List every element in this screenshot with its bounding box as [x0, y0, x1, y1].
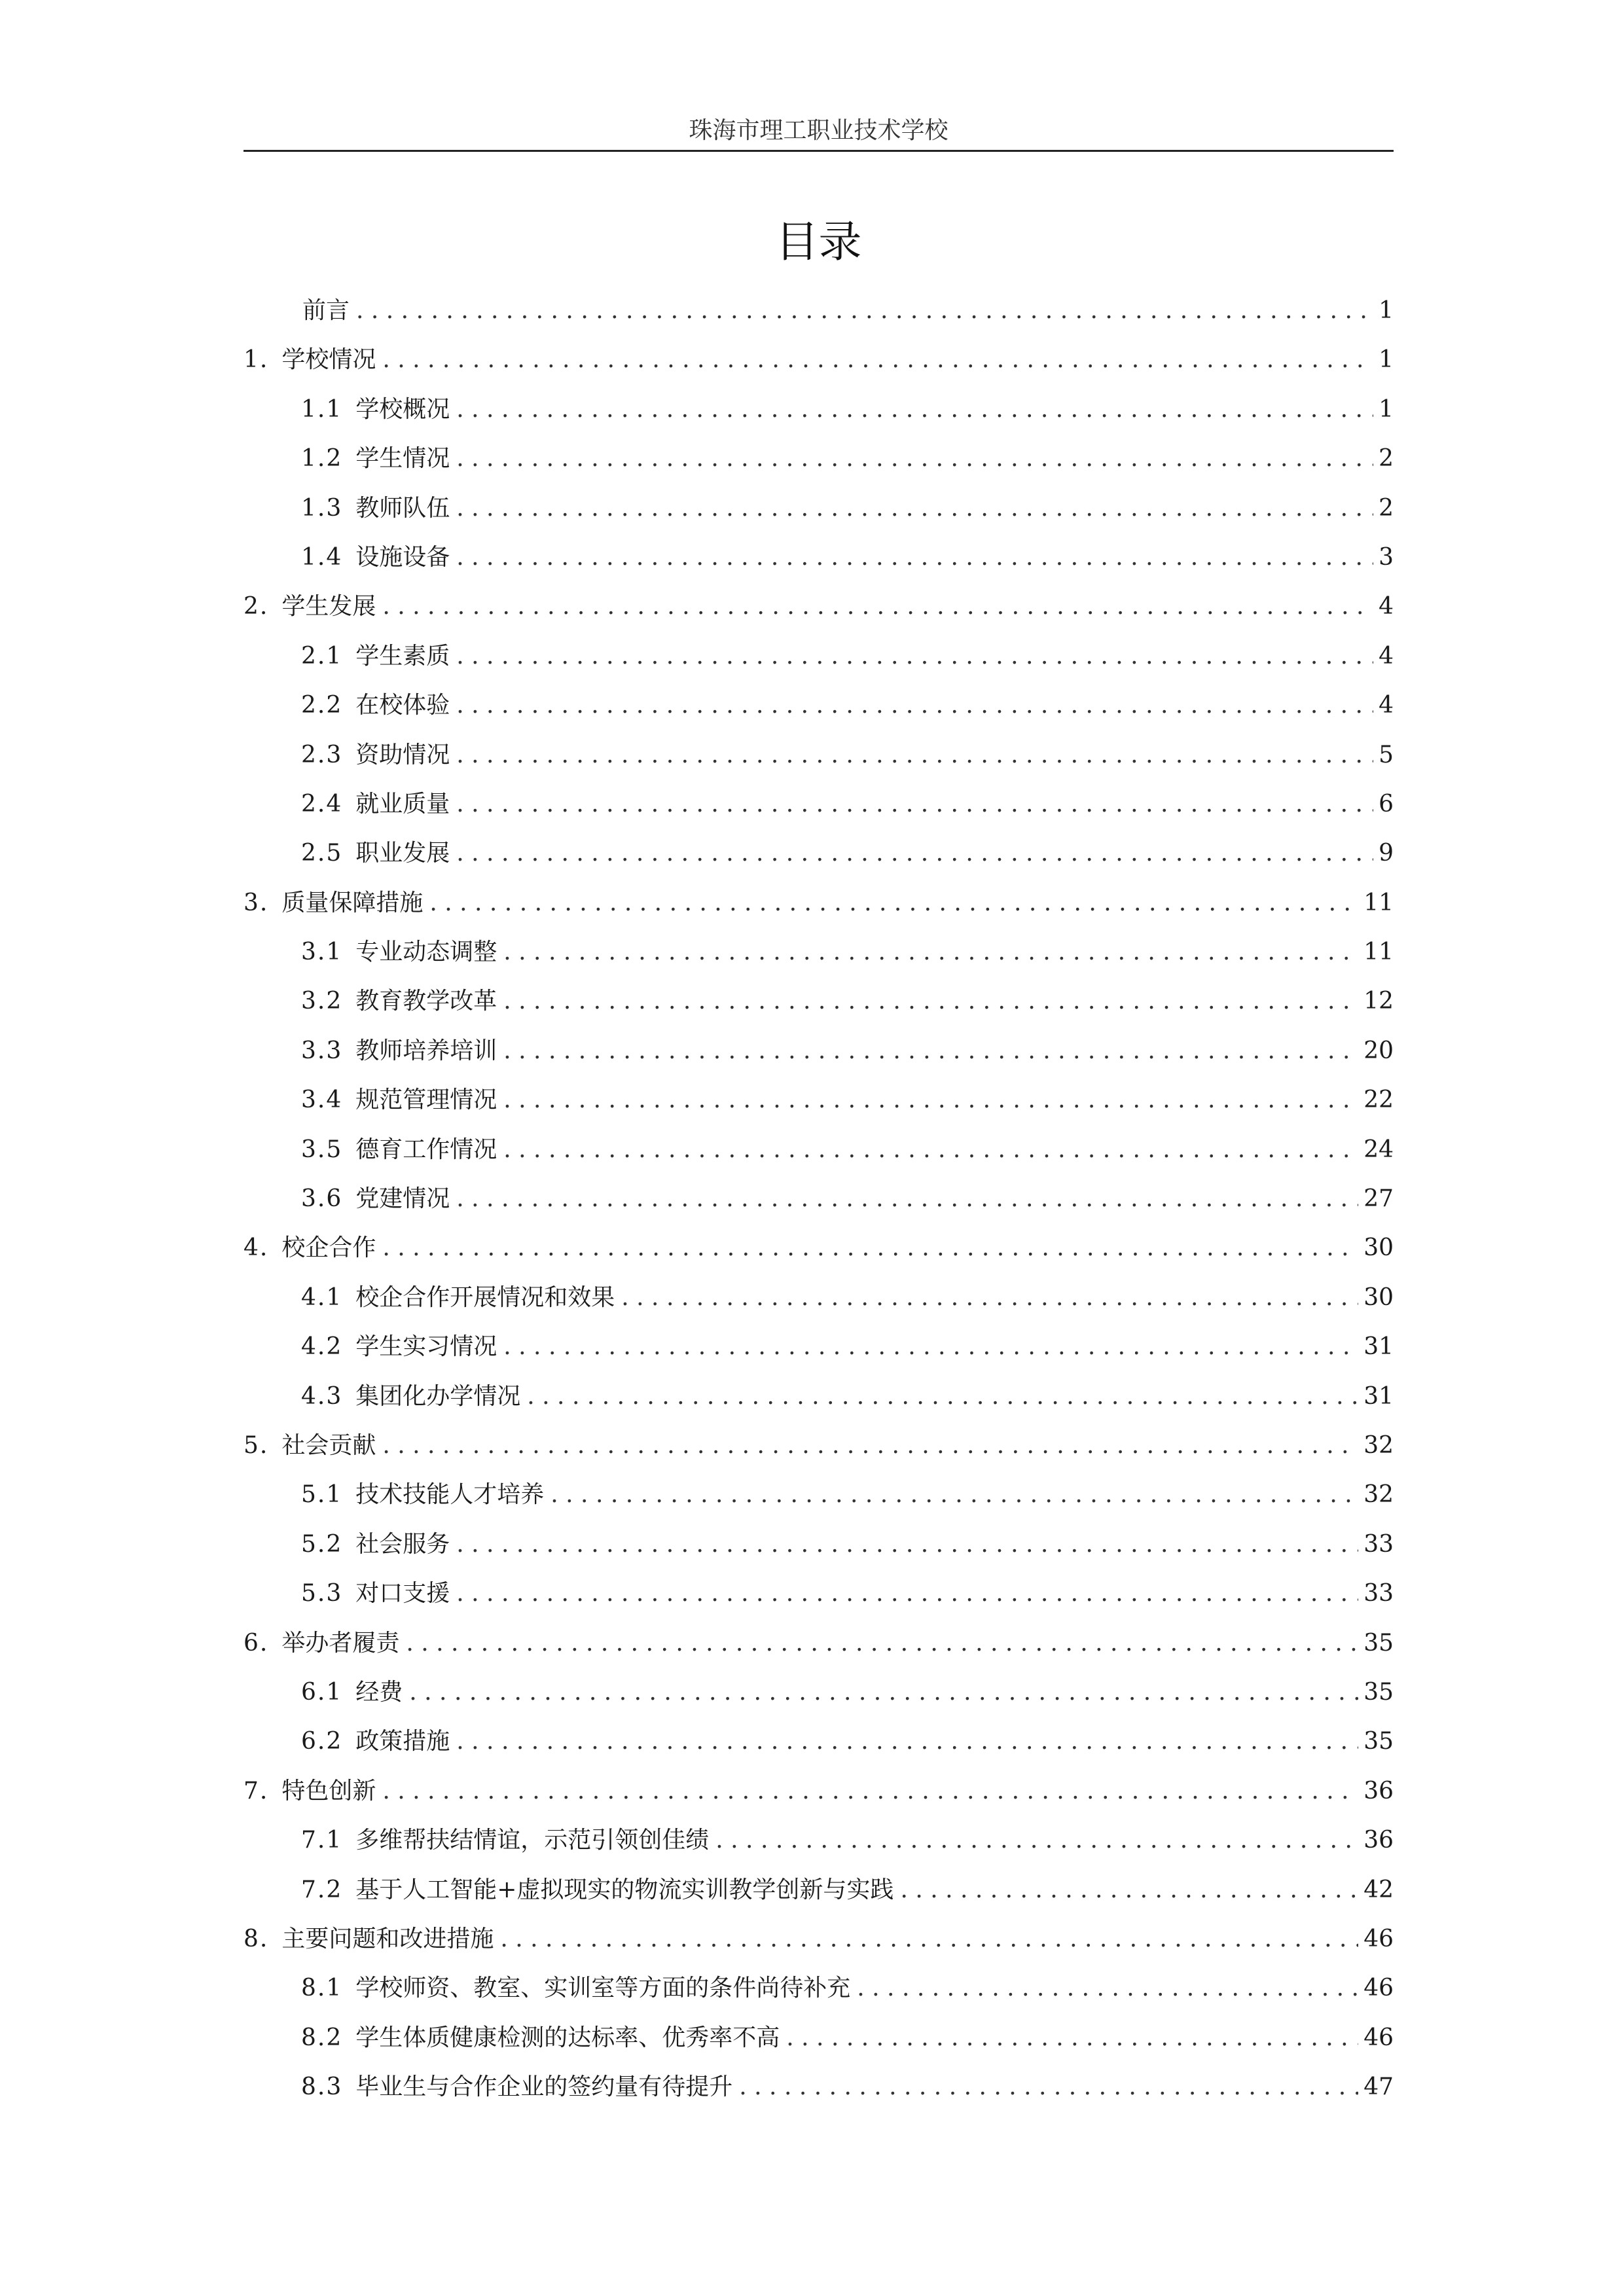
toc-entry-number: 2.5: [301, 840, 343, 867]
toc-entry[interactable]: [244, 533, 1394, 582]
toc-entry-number: 7.: [244, 1777, 269, 1804]
toc-entry-label: 学生体质健康检测的达标率、优秀率不高: [355, 2024, 780, 2051]
toc-entry-page-number: 46: [1363, 2024, 1394, 2051]
toc-entry-page-number: 4: [1379, 593, 1394, 620]
toc-entry[interactable]: [244, 1372, 1394, 1421]
toc-entry-page-number: 32: [1363, 1431, 1394, 1459]
toc-entry[interactable]: [244, 878, 1394, 927]
toc-entry-number: 7.1: [301, 1827, 343, 1854]
toc-entry-label: 设施设备: [355, 543, 450, 571]
toc-entry-label: 校企合作开展情况和效果: [355, 1283, 615, 1311]
toc-entry-number: 8.2: [301, 2024, 343, 2051]
toc-dot-leader: [503, 927, 1358, 977]
toc-dot-leader: [456, 730, 1373, 780]
toc-dot-leader: [527, 1372, 1358, 1421]
toc-entry-label: 主要问题和改进措施: [281, 1925, 494, 1952]
toc-entry[interactable]: [244, 1223, 1394, 1272]
toc-entry-number: 3.2: [301, 988, 343, 1015]
toc-entry-page-number: 11: [1363, 939, 1394, 966]
toc-entry-page-number: 20: [1363, 1037, 1394, 1064]
toc-entry-label: 经费: [355, 1678, 403, 1706]
toc-entry-page-number: 35: [1363, 1728, 1394, 1755]
toc-entry-page-number: 31: [1363, 1333, 1394, 1361]
toc-entry-page-number: 32: [1363, 1481, 1394, 1509]
toc-dot-leader: [456, 829, 1373, 878]
toc-entry-label: 规范管理情况: [355, 1086, 497, 1114]
toc-dot-leader: [456, 484, 1373, 533]
toc-entry-label: 学校概况: [355, 395, 450, 423]
toc-entry-number: 8.3: [301, 2073, 343, 2101]
toc-entry-page-number: 3: [1379, 543, 1394, 571]
toc-entry[interactable]: [244, 730, 1394, 780]
toc-dot-leader: [857, 1964, 1358, 2013]
toc-entry-number: 2.4: [301, 790, 343, 817]
toc-entry[interactable]: [244, 829, 1394, 878]
toc-entry-page-number: 5: [1379, 741, 1394, 768]
toc-entry-page-number: 9: [1379, 840, 1394, 867]
toc-entry-label: 基于人工智能+虚拟现实的物流实训教学创新与实践: [355, 1876, 894, 1903]
toc-entry[interactable]: [244, 681, 1394, 730]
toc-entry[interactable]: [244, 1125, 1394, 1174]
toc-entry-number: 1.4: [301, 543, 343, 571]
toc-entry[interactable]: [244, 1470, 1394, 1519]
header-divider: [244, 150, 1394, 152]
toc-entry[interactable]: [244, 1322, 1394, 1371]
toc-dot-leader: [409, 1668, 1358, 1717]
toc-entry-number: 1.2: [301, 445, 343, 473]
toc-entry-page-number: 11: [1363, 889, 1394, 916]
toc-entry-page-number: 47: [1363, 2073, 1394, 2101]
toc-entry-label: 多维帮扶结情谊，示范引领创佳绩: [355, 1827, 710, 1854]
toc-dot-leader: [503, 1026, 1358, 1075]
toc-dot-leader: [456, 434, 1373, 483]
toc-entry-label: 学生实习情况: [355, 1333, 497, 1361]
toc-entry[interactable]: [244, 2062, 1394, 2111]
toc-entry-label: 学生素质: [355, 642, 450, 670]
toc-entry-label: 学生发展: [281, 593, 376, 620]
toc-entry-number: 1.1: [301, 395, 343, 423]
toc-dot-leader: [550, 1470, 1358, 1519]
toc-entry-number: 6.1: [301, 1678, 343, 1706]
toc-entry[interactable]: [244, 1767, 1394, 1816]
toc-entry-page-number: 4: [1379, 642, 1394, 670]
toc-entry-page-number: 22: [1363, 1086, 1394, 1114]
toc-dot-leader: [382, 335, 1373, 384]
toc-entry-page-number: 30: [1363, 1283, 1394, 1311]
toc-dot-leader: [456, 1717, 1358, 1766]
toc-entry-label: 技术技能人才培养: [355, 1481, 545, 1509]
toc-entry[interactable]: [244, 1421, 1394, 1470]
toc-entry[interactable]: [244, 1717, 1394, 1766]
toc-entry-number: 3.5: [301, 1136, 343, 1163]
toc-entry-number: 3.1: [301, 939, 343, 966]
toc-entry[interactable]: [244, 1026, 1394, 1075]
toc-dot-leader: [356, 286, 1373, 335]
toc-dot-leader: [406, 1619, 1358, 1668]
toc-entry[interactable]: [244, 1964, 1394, 2013]
toc-dot-leader: [503, 1125, 1358, 1174]
toc-entry-label: 集团化办学情况: [355, 1382, 521, 1410]
toc-entry[interactable]: [244, 434, 1394, 483]
toc-entry-page-number: 1: [1379, 297, 1394, 324]
toc-entry[interactable]: [244, 780, 1394, 829]
toc-dot-leader: [382, 1421, 1358, 1470]
toc-dot-leader: [382, 582, 1373, 631]
toc-entry-label: 毕业生与合作企业的签约量有待提升: [355, 2073, 733, 2101]
toc-dot-leader: [456, 533, 1373, 582]
toc-entry-label: 教师队伍: [355, 494, 450, 522]
toc-entry[interactable]: [244, 286, 1394, 335]
toc-entry[interactable]: [244, 1668, 1394, 1717]
toc-entry-number: 2.3: [301, 741, 343, 768]
toc-dot-leader: [786, 2013, 1358, 2062]
toc-entry[interactable]: [244, 335, 1394, 384]
toc-entry[interactable]: [244, 1619, 1394, 1668]
toc-entry-page-number: 4: [1379, 692, 1394, 719]
toc-dot-leader: [456, 1569, 1358, 1618]
toc-title: 目录: [775, 217, 862, 267]
toc-entry-label: 就业质量: [355, 790, 450, 817]
toc-dot-leader: [456, 681, 1373, 730]
toc-dot-leader: [456, 780, 1373, 829]
toc-entry-page-number: 35: [1363, 1629, 1394, 1657]
toc-entry-label: 校企合作: [281, 1234, 376, 1262]
toc-dot-leader: [503, 1075, 1358, 1124]
toc-entry-page-number: 33: [1363, 1530, 1394, 1558]
toc-entry-label: 举办者履责: [281, 1629, 400, 1657]
toc-entry[interactable]: [244, 1865, 1394, 1914]
toc-dot-leader: [456, 385, 1373, 434]
toc-entry-number: 6.2: [301, 1728, 343, 1755]
toc-entry-number: 5.1: [301, 1481, 343, 1509]
toc-entry-label: 教育教学改革: [355, 988, 497, 1015]
toc-entry[interactable]: [244, 1520, 1394, 1569]
toc-entry-label: 党建情况: [355, 1185, 450, 1213]
toc-entry[interactable]: [244, 927, 1394, 977]
page-header-school-name: 珠海市理工职业技术学校: [689, 117, 948, 144]
toc-entry-label: 质量保障措施: [281, 889, 424, 916]
toc-dot-leader: [715, 1816, 1358, 1865]
toc-entry-number: 3.: [244, 889, 269, 916]
toc-entry-page-number: 33: [1363, 1580, 1394, 1607]
toc-entry[interactable]: [244, 632, 1394, 681]
toc-entry-page-number: 6: [1379, 790, 1394, 817]
toc-entry-number: 4.3: [301, 1382, 343, 1410]
toc-entry-page-number: 46: [1363, 1975, 1394, 2002]
toc-entry[interactable]: [244, 1273, 1394, 1322]
toc-dot-leader: [382, 1223, 1358, 1272]
toc-entry[interactable]: [244, 1816, 1394, 1865]
toc-entry-label: 政策措施: [355, 1728, 450, 1755]
toc-entry[interactable]: [244, 1914, 1394, 1964]
toc-entry-page-number: 31: [1363, 1382, 1394, 1410]
toc-entry[interactable]: [244, 977, 1394, 1026]
toc-entry-page-number: 36: [1363, 1777, 1394, 1804]
toc-dot-leader: [456, 1174, 1358, 1223]
toc-entry[interactable]: [244, 2013, 1394, 2062]
toc-dot-leader: [503, 977, 1358, 1026]
toc-entry-label: 社会贡献: [281, 1431, 376, 1459]
toc-entry[interactable]: [244, 1569, 1394, 1618]
toc-entry-label: 职业发展: [355, 840, 450, 867]
toc-dot-leader: [621, 1273, 1358, 1322]
toc-dot-leader: [739, 2062, 1358, 2111]
toc-entry-page-number: 35: [1363, 1678, 1394, 1706]
toc-entry-number: 6.: [244, 1629, 269, 1657]
toc-entry-label: 社会服务: [355, 1530, 450, 1558]
toc-entry-label: 特色创新: [281, 1777, 376, 1804]
toc-entry-number: 5.: [244, 1431, 269, 1459]
toc-dot-leader: [503, 1322, 1358, 1371]
toc-entry-label: 在校体验: [355, 692, 450, 719]
toc-entry-number: 3.4: [301, 1086, 343, 1114]
toc-entry[interactable]: [244, 484, 1394, 533]
toc-entry-label: 学生情况: [355, 445, 450, 473]
toc-entry-page-number: 42: [1363, 1876, 1394, 1903]
toc-dot-leader: [900, 1865, 1358, 1914]
toc-entry-label: 对口支援: [355, 1580, 450, 1607]
toc-entry-page-number: 12: [1363, 988, 1394, 1015]
toc-entry-number: 1.3: [301, 494, 343, 522]
toc-entry-label: 学校情况: [281, 346, 376, 374]
toc-list: [244, 286, 1394, 2111]
toc-entry[interactable]: [244, 385, 1394, 434]
toc-entry-number: 3.6: [301, 1185, 343, 1213]
toc-entry-number: 2.2: [301, 692, 343, 719]
toc-entry-number: 1.: [244, 346, 269, 374]
toc-entry-label: 前言: [302, 297, 350, 324]
toc-entry[interactable]: [244, 582, 1394, 631]
toc-entry[interactable]: [244, 1174, 1394, 1223]
toc-entry-label: 德育工作情况: [355, 1136, 497, 1163]
toc-dot-leader: [456, 1520, 1358, 1569]
toc-entry-number: 8.: [244, 1925, 269, 1952]
toc-dot-leader: [500, 1914, 1358, 1964]
toc-entry-page-number: 30: [1363, 1234, 1394, 1262]
toc-entry-number: 4.2: [301, 1333, 343, 1361]
toc-entry-number: 8.1: [301, 1975, 343, 2002]
toc-entry-page-number: 2: [1379, 494, 1394, 522]
toc-entry-number: 3.3: [301, 1037, 343, 1064]
toc-dot-leader: [382, 1767, 1358, 1816]
toc-entry-page-number: 24: [1363, 1136, 1394, 1163]
toc-entry-number: 5.3: [301, 1580, 343, 1607]
toc-entry-page-number: 46: [1363, 1925, 1394, 1952]
toc-entry-number: 2.1: [301, 642, 343, 670]
toc-entry-number: 7.2: [301, 1876, 343, 1903]
toc-entry-page-number: 2: [1379, 445, 1394, 473]
toc-entry-page-number: 1: [1379, 395, 1394, 423]
toc-entry-page-number: 27: [1363, 1185, 1394, 1213]
toc-entry-label: 资助情况: [355, 741, 450, 768]
toc-entry[interactable]: [244, 1075, 1394, 1124]
toc-dot-leader: [456, 632, 1373, 681]
toc-entry-number: 4.: [244, 1234, 269, 1262]
toc-entry-label: 专业动态调整: [355, 939, 497, 966]
toc-entry-number: 5.2: [301, 1530, 343, 1558]
toc-entry-page-number: 1: [1379, 346, 1394, 374]
toc-entry-label: 教师培养培训: [355, 1037, 497, 1064]
toc-entry-number: 4.1: [301, 1283, 343, 1311]
toc-entry-label: 学校师资、教室、实训室等方面的条件尚待补充: [355, 1975, 851, 2002]
toc-entry-number: 2.: [244, 593, 269, 620]
toc-entry-page-number: 36: [1363, 1827, 1394, 1854]
toc-dot-leader: [429, 878, 1358, 927]
